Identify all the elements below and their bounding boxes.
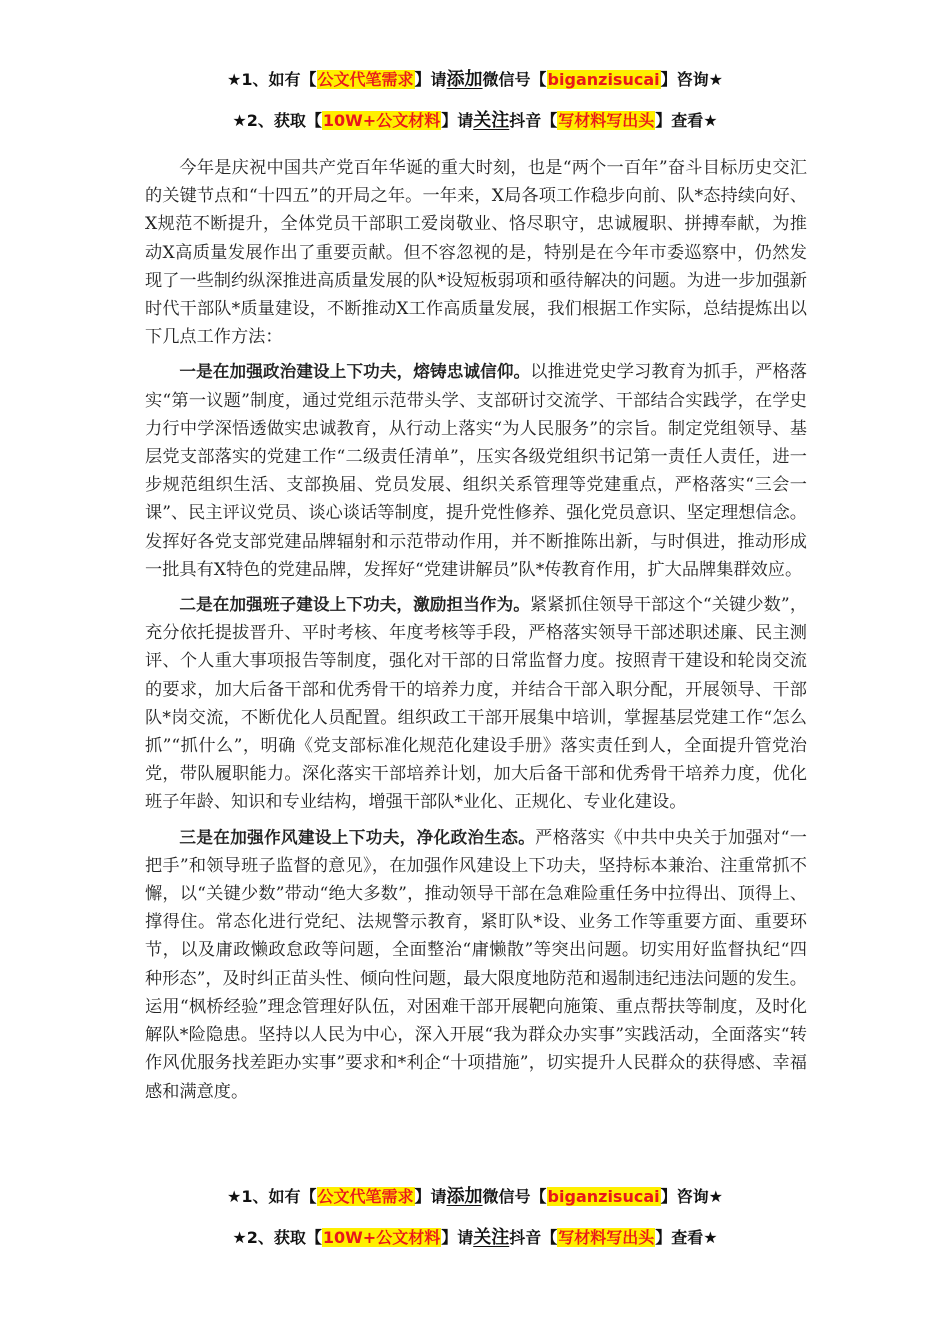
ad-emphasis: 关注 (473, 1227, 510, 1248)
ad-suffix: 】查看★ (655, 111, 718, 130)
ad-text: 】请 (441, 1228, 474, 1247)
ad-emphasis: 关注 (473, 110, 510, 131)
section-lead: 一是在加强政治建设上下功夫，熔铸忠诚信仰。 (179, 362, 531, 382)
ad-line-2-bottom (0, 1226, 950, 1250)
section-text: 紧紧抓住领导干部这个“关键少数”，充分依托提拔晋升、平时考核、年度考核等手段，严格落实领导干部述职述廉、民主测评、个人重大事项报告等制度，强化对干部的日常监督力度。按照青干建设和轮岗交流的要求，加大后备干部和优秀骨干的培养力度，并结合干部入职分配，开展领导、干部队*岗交流，不断优化人员配置。组织政工干部开展集中培训，掌握基层党建工作“怎么抓”“抓什么”，明确《党支部标准化规范化建设手册》落实责任到人，全面提升管党治党，带队履职能力。深化落实干部培养计划，加大后备干部和优秀骨干培养力度，优化班子年龄、知识和专业结构，增强干部队*业化、正规化、专业化建设。 (145, 595, 808, 813)
ad-emphasis: 添加 (446, 69, 483, 90)
ad-text: 】请 (414, 1187, 447, 1206)
section-paragraph-1 (145, 358, 807, 584)
ad-suffix: 】咨询★ (660, 70, 723, 89)
section-text: 以推进党史学习教育为抓手，严格落实“第一议题”制度，通过党组示范带头学、支部研讨交流学、干部结合实践学，在学史力行中学深悟透做实忠诚教育，从行动上落实“为人民服务”的宗旨。制定党组领导、基层党支部落实的党建工作“二级责任清单”，压实各级党组织书记第一责任人责任，进一步规范组织生活、支部换届、党员发展、组织关系管理等党建重点，严格落实“三会一课”、民主评议党员、谈心谈话等制度，提升党性修养、强化党员意识、坚定理想信念。发挥好各党支部党建品牌辐射和示范带动作用，并不断推陈出新，与时俱进，推动形成一批具有X特色的党建品牌，发挥好“党建讲解员”队*传教育作用，扩大品牌集群效应。 (145, 362, 807, 580)
ad-line-1-top (0, 68, 950, 92)
ad-wechat-id[interactable]: biganzisucai (547, 70, 660, 89)
ad-douyin-id[interactable]: 写材料写出头 (558, 111, 655, 130)
section-text: 严格落实《中共中央关于加强对“一把手”和领导班子监督的意见》，在加强作风建设上下功夫，坚持标本兼治、注重常抓不懈，以“关键少数”带动“绝大多数”，推动领导干部在急难险重任务中拉得出、顶得上、撑得住。常态化进行党纪、法规警示教育，紧盯队*设、业务工作等重要方面、重要环节，以及庸政懒政怠政等问题，全面整治“庸懒散”等突出问题。切实用好监督执纪“四种形态”，及时纠正苗头性、倾向性问题，最大限度地防范和遏制违纪违法问题的发生。运用“枫桥经验”理念管理好队伍，对困难干部开展靶向施策、重点帮扶等制度，及时化解队*险隐患。坚持以人民为中心，深入开展“我为群众办实事”实践活动，全面落实“转作风优服务找差距办实事”要求和*利企“十项措施”，切实提升人民群众的获得感、幸福感和满意度。 (145, 827, 807, 1102)
ad-text: 微信号【 (482, 1187, 547, 1206)
ad-text: 微信号【 (482, 70, 547, 89)
ad-text: 】请 (441, 111, 474, 130)
ad-text: 抖音【 (509, 111, 558, 130)
ad-prefix: ★1、如有【 (227, 70, 317, 89)
ad-douyin-id[interactable]: 写材料写出头 (558, 1228, 655, 1247)
ad-highlight: 10W+公文材料 (322, 111, 441, 130)
ad-suffix: 】查看★ (655, 1228, 718, 1247)
ad-line-1-bottom (0, 1185, 950, 1209)
ad-text: 】请 (414, 70, 447, 89)
ad-prefix: ★2、获取【 (232, 1228, 322, 1247)
ad-highlight: 10W+公文材料 (322, 1228, 441, 1247)
ad-text: 抖音【 (509, 1228, 558, 1247)
document-body (145, 154, 807, 1106)
ad-prefix: ★2、获取【 (232, 111, 322, 130)
section-lead: 三是在加强作风建设上下功夫，净化政治生态。 (179, 827, 536, 847)
ad-line-2-top (0, 109, 950, 133)
ad-emphasis: 添加 (446, 1186, 483, 1207)
section-paragraph-3 (145, 824, 807, 1106)
section-lead: 二是在加强班子建设上下功夫，激励担当作为。 (179, 595, 530, 615)
section-paragraph-2 (145, 591, 807, 817)
ad-suffix: 】咨询★ (660, 1187, 723, 1206)
ad-prefix: ★1、如有【 (227, 1187, 317, 1206)
ad-highlight: 公文代笔需求 (317, 70, 414, 89)
ad-wechat-id[interactable]: biganzisucai (547, 1187, 660, 1206)
ad-highlight: 公文代笔需求 (317, 1187, 414, 1206)
intro-paragraph: 今年是庆祝中国共产党百年华诞的重大时刻，也是“两个一百年”奋斗目标历史交汇的关键节点和“十四五”的开局之年。一年来，X局各项工作稳步向前、队*态持续向好、X规范不断提升，全体党员干部职工爱岗敬业、恪尽职守，忠诚履职、拼搏奉献，为推动X高质量发展作出了重要贡献。但不容忽视的是，特别是在今年市委巡察中，仍然发现了一些制约纵深推进高质量发展的队*设短板弱项和亟待解决的问题。为进一步加强新时代干部队*质量建设，不断推动X工作高质量发展，我们根据工作实际，总结提炼出以下几点工作方法： (145, 158, 807, 348)
